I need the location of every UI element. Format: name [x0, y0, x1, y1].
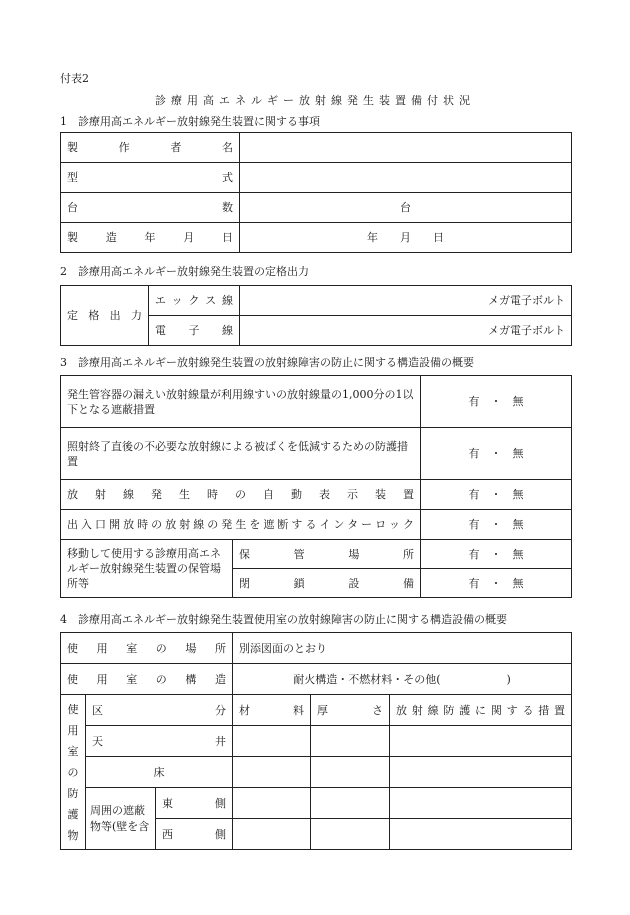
west-side-label: 西側	[156, 819, 233, 850]
section-4-table	[60, 632, 572, 850]
west-measures[interactable]	[390, 819, 572, 850]
shielding-measure-label: 発生管容器の漏えい放射線量が利用線すいの放射線量の1,000分の1以下となる遮蔽措置	[61, 376, 421, 428]
east-thickness[interactable]	[311, 788, 390, 819]
interlock-label: 出入口開放時の放射線の発生を遮断するインターロック	[61, 510, 421, 540]
maker-value[interactable]	[240, 133, 572, 163]
section-1-table	[60, 132, 572, 253]
section-2-table	[60, 285, 572, 346]
model-label: 型式	[61, 163, 240, 193]
model-value[interactable]	[240, 163, 572, 193]
xray-value[interactable]: メガ電子ボルト	[240, 286, 572, 316]
electron-value[interactable]: メガ電子ボルト	[240, 316, 572, 346]
east-side-label: 東側	[156, 788, 233, 819]
storage-place-label: 保管場所	[233, 540, 421, 569]
auto-display-yn[interactable]: 有 ・ 無	[421, 480, 572, 510]
ceiling-label: 天井	[86, 726, 233, 757]
protection-measure-yn[interactable]: 有 ・ 無	[421, 428, 572, 480]
ceiling-material[interactable]	[233, 726, 311, 757]
east-material[interactable]	[233, 788, 311, 819]
page-title: 診療用高エネルギー放射線発生装置備付状況	[155, 94, 475, 107]
measures-header: 放射線防護に関する措置	[390, 695, 572, 726]
lock-equipment-yn[interactable]: 有 ・ 無	[421, 569, 572, 598]
floor-measures[interactable]	[390, 757, 572, 788]
floor-label: 床	[86, 757, 233, 788]
room-structure-value[interactable]: 耐火構造・不燃材料・その他( )	[233, 664, 572, 695]
shielding-measure-yn[interactable]: 有 ・ 無	[421, 376, 572, 428]
room-location-value[interactable]: 別添図面のとおり	[233, 633, 572, 664]
thickness-header: 厚さ	[311, 695, 390, 726]
ceiling-thickness[interactable]	[311, 726, 390, 757]
section-1-heading: 1 診療用高エネルギー放射線発生装置に関する事項	[60, 115, 320, 128]
west-material[interactable]	[233, 819, 311, 850]
section-3-table	[60, 375, 572, 598]
mfg-date-label: 製造年月日	[61, 223, 240, 253]
surrounding-shield-label: 周囲の遮蔽物等(壁を含	[86, 788, 156, 850]
mfg-date-value[interactable]: 年 月 日	[240, 223, 572, 253]
section-2-heading: 2 診療用高エネルギー放射線発生装置の定格出力	[60, 265, 309, 278]
east-measures[interactable]	[390, 788, 572, 819]
floor-thickness[interactable]	[311, 757, 390, 788]
mobile-device-label: 移動して使用する診療用高エネルギー放射線発生装置の保管場所等	[61, 540, 233, 598]
protective-barrier-label: 使 用 室 の 防 護 物	[61, 695, 86, 850]
auto-display-label: 放射線発生時の自動表示装置	[61, 480, 421, 510]
floor-material[interactable]	[233, 757, 311, 788]
west-thickness[interactable]	[311, 819, 390, 850]
lock-equipment-label: 閉鎖設備	[233, 569, 421, 598]
room-location-label: 使用室の場所	[61, 633, 233, 664]
protection-measure-label: 照射終了直後の不必要な放射線による被ばくを低減するための防護措置	[61, 428, 421, 480]
division-header: 区分	[86, 695, 233, 726]
appendix-label: 付表2	[60, 72, 89, 85]
xray-label: エックス線	[149, 286, 240, 316]
material-header: 材料	[233, 695, 311, 726]
interlock-yn[interactable]: 有 ・ 無	[421, 510, 572, 540]
ceiling-measures[interactable]	[390, 726, 572, 757]
count-value[interactable]: 台	[240, 193, 572, 223]
section-4-heading: 4 診療用高エネルギー放射線発生装置使用室の放射線障害の防止に関する構造設備の概要	[60, 613, 507, 626]
count-label: 台数	[61, 193, 240, 223]
electron-label: 電子線	[149, 316, 240, 346]
maker-label: 製作者名	[61, 133, 240, 163]
room-structure-label: 使用室の構造	[61, 664, 233, 695]
rated-output-label: 定格出力	[61, 286, 149, 346]
section-3-heading: 3 診療用高エネルギー放射線発生装置の放射線障害の防止に関する構造設備の概要	[60, 356, 474, 369]
storage-place-yn[interactable]: 有 ・ 無	[421, 540, 572, 569]
